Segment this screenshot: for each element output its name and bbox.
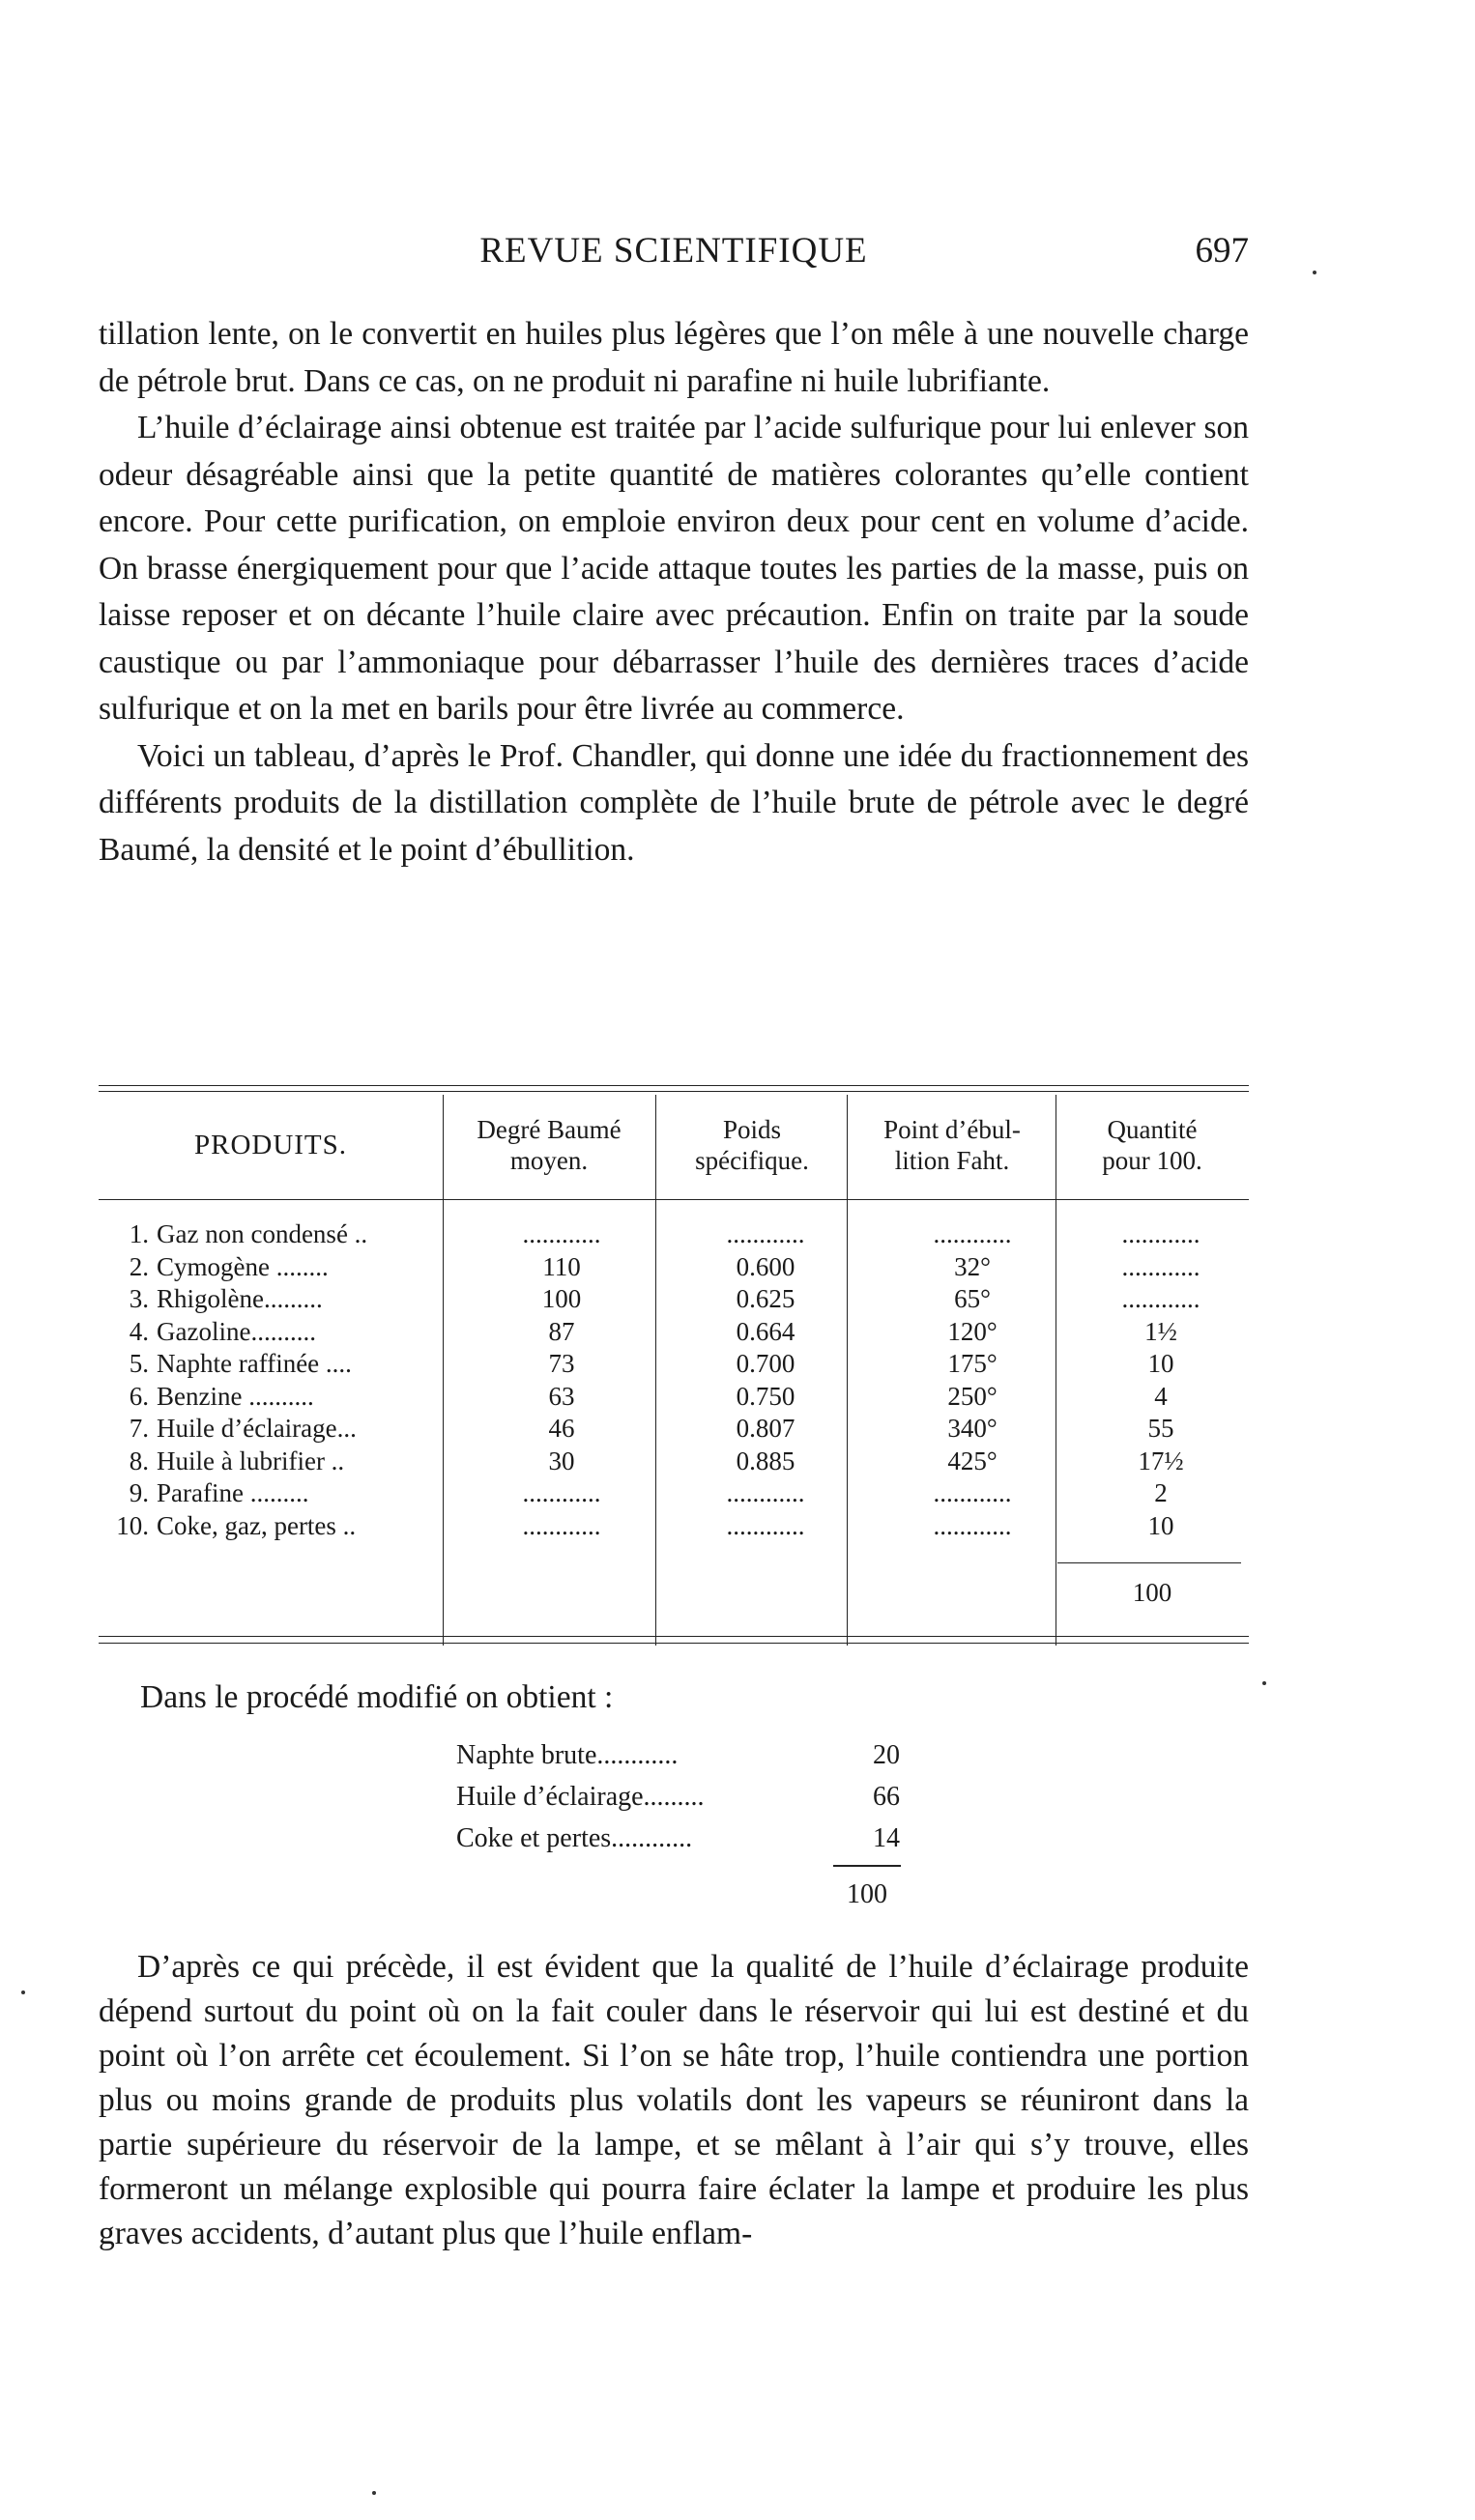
degree-baume: 100: [541, 1284, 582, 1313]
total-rule: [1057, 1562, 1241, 1563]
table-row: [99, 1477, 1249, 1509]
page-header: [99, 230, 1249, 278]
modified-total: 100: [847, 1879, 887, 1909]
specific-weight: 0.600: [736, 1251, 795, 1281]
paragraph: Voici un tableau, d’après le Prof. Chandler, qui donne une idée du fractionnement des différents produits de la distillation complète de l’huile brute de pétrole avec le degré Baumé, la densité et le point d’ébullition.: [99, 737, 1249, 868]
table-row: [99, 1381, 1249, 1413]
product-name: Rhigolène.........: [157, 1284, 323, 1313]
boiling-point: 32°: [954, 1251, 991, 1281]
quantity: ............: [1121, 1219, 1200, 1248]
header-poids-line2: spécifique.: [695, 1146, 809, 1175]
table-total: 100: [1132, 1578, 1172, 1607]
row-number: 5.: [129, 1349, 149, 1378]
boiling-point: 340°: [947, 1414, 998, 1443]
degree-baume: ............: [522, 1219, 601, 1248]
specific-weight: 0.807: [736, 1414, 795, 1443]
quantity: ............: [1121, 1284, 1200, 1313]
product-name: Huile à lubrifier ..: [157, 1446, 345, 1475]
table-top-rule: [99, 1085, 1249, 1086]
product-name: Gazoline..........: [157, 1316, 316, 1346]
specific-weight: ............: [726, 1478, 805, 1507]
degree-baume: 30: [548, 1446, 575, 1475]
header-quantite: [1057, 1114, 1247, 1176]
item-name: Huile d’éclairage.........: [456, 1782, 705, 1812]
row-number: 2.: [129, 1251, 149, 1281]
boiling-point: 175°: [947, 1349, 998, 1378]
product-name: Gaz non condensé ..: [157, 1219, 368, 1248]
product-name: Cymogène ........: [157, 1251, 329, 1281]
row-number: 4.: [129, 1316, 149, 1346]
boiling-point: 425°: [947, 1446, 998, 1475]
header-ebullition: [849, 1114, 1056, 1176]
table-row: [99, 1283, 1249, 1315]
body-text-top: [99, 311, 1249, 873]
item-value: 66: [873, 1782, 900, 1812]
running-title: REVUE SCIENTIFIQUE: [479, 231, 868, 271]
specific-weight: 0.700: [736, 1349, 795, 1378]
quantity: ............: [1121, 1251, 1200, 1281]
quantity: 2: [1154, 1478, 1168, 1507]
header-quant-line2: pour 100.: [1102, 1146, 1202, 1175]
list-item: [456, 1776, 911, 1818]
boiling-point: 250°: [947, 1381, 998, 1411]
modified-list: [456, 1734, 911, 1859]
boiling-point: 120°: [947, 1316, 998, 1346]
product-name: Coke, gaz, pertes ..: [157, 1510, 357, 1540]
modified-intro: Dans le procédé modifié on obtient :: [140, 1679, 614, 1715]
modified-total-rule: [833, 1865, 901, 1867]
scan-speck: [372, 2491, 376, 2495]
header-baume: [445, 1114, 653, 1176]
specific-weight: ............: [726, 1510, 805, 1540]
table-row: [99, 1218, 1249, 1250]
scan-speck: [1262, 1681, 1266, 1685]
table-row: [99, 1316, 1249, 1348]
quantity: 55: [1147, 1414, 1174, 1443]
scan-speck: [1313, 271, 1316, 274]
header-ebul-line1: Point d’ébul-: [883, 1115, 1021, 1144]
header-quant-line1: Quantité: [1107, 1115, 1198, 1144]
header-baume-line2: moyen.: [509, 1146, 589, 1175]
quantity: 4: [1154, 1381, 1168, 1411]
quantity: 10: [1147, 1349, 1174, 1378]
list-item: [456, 1818, 911, 1859]
row-number: 3.: [129, 1284, 149, 1313]
product-name: Benzine ..........: [157, 1381, 314, 1411]
paragraph: D’après ce qui précède, il est évident que la qualité de l’huile d’éclairage produite dépend surtout du point où on la fait couler dans le réservoir qui lui est destiné et du point où l’on arrête cet écoulement. Si l’on se hâte trop, l’huile contiendra une portion plus ou moins grande de produits plus volatils dont les vapeurs se réuniront dans la partie supérieure du réservoir de la lampe, et se mêlant à l’air qui s’y trouve, elles formeront un mélange explosible qui pourra faire éclater la lampe et produire les plus graves accidents, d’autant plus que l’huile enflam-: [99, 1949, 1249, 2251]
row-number: 8.: [129, 1446, 149, 1475]
table-row: [99, 1348, 1249, 1380]
row-number: 6.: [129, 1381, 149, 1411]
table-bottom-rule-2: [99, 1643, 1249, 1644]
item-value: 20: [873, 1740, 900, 1770]
table-row: [99, 1510, 1249, 1542]
table-bottom-rule: [99, 1636, 1249, 1637]
specific-weight: 0.885: [736, 1446, 795, 1475]
row-number: 9.: [129, 1478, 149, 1507]
degree-baume: 87: [548, 1316, 575, 1346]
boiling-point: 65°: [954, 1284, 991, 1313]
degree-baume: ............: [522, 1478, 601, 1507]
body-text-bottom: [99, 1945, 1249, 2256]
paragraph: L’huile d’éclairage ainsi obtenue est traitée par l’acide sulfurique pour lui enlever son odeur désagréable ainsi que la petite quantité de matières colorantes qu’elle contient encore. Pour cette purification, on emploie environ deux pour cent en volume d’acide. On brasse énergiquement pour que l’acide attaque toutes les parties de la masse, puis on laisse reposer et on décante l’huile claire avec précaution. Enfin on traite par la soude caustique ou par l’ammoniaque pour débarrasser l’huile des dernières traces d’acide sulfurique et on la met en barils pour être livrée au commerce.: [99, 410, 1249, 727]
specific-weight: 0.625: [736, 1284, 795, 1313]
table-row: [99, 1446, 1249, 1477]
scan-speck: [21, 1990, 25, 1994]
quantity: 10: [1147, 1510, 1174, 1540]
boiling-point: ............: [933, 1478, 1012, 1507]
table-row: [99, 1413, 1249, 1445]
specific-weight: 0.664: [736, 1316, 795, 1346]
distillation-table: [99, 1085, 1249, 1647]
list-item: [456, 1734, 911, 1776]
product-name: Huile d’éclairage...: [157, 1414, 357, 1443]
degree-baume: 110: [542, 1251, 581, 1281]
boiling-point: ............: [933, 1510, 1012, 1540]
header-produits: PRODUITS.: [193, 1130, 348, 1160]
header-baume-line1: Degré Baumé: [477, 1115, 622, 1144]
specific-weight: 0.750: [736, 1381, 795, 1411]
header-poids-line1: Poids: [722, 1115, 782, 1144]
degree-baume: 46: [548, 1414, 575, 1443]
header-poids: [657, 1114, 847, 1176]
degree-baume: 73: [548, 1349, 575, 1378]
table-top-rule-2: [99, 1091, 1249, 1092]
row-number: 1.: [129, 1219, 149, 1248]
product-name: Parafine .........: [157, 1478, 309, 1507]
row-number: 10.: [116, 1510, 149, 1540]
quantity: 1½: [1144, 1316, 1177, 1346]
boiling-point: ............: [933, 1219, 1012, 1248]
product-name: Naphte raffinée ....: [157, 1349, 352, 1378]
page-number: 697: [1195, 231, 1249, 271]
degree-baume: ............: [522, 1510, 601, 1540]
quantity: 17½: [1138, 1446, 1184, 1475]
specific-weight: ............: [726, 1219, 805, 1248]
paragraph: tillation lente, on le convertit en huiles plus légères que l’on mêle à une nouvelle charge de pétrole brut. Dans ce cas, on ne produit ni parafine ni huile lubrifiante.: [99, 316, 1249, 399]
item-name: Naphte brute............: [456, 1740, 679, 1770]
row-number: 7.: [129, 1414, 149, 1443]
degree-baume: 63: [548, 1381, 575, 1411]
table-row: [99, 1251, 1249, 1283]
header-bottom-rule: [99, 1199, 1249, 1200]
item-name: Coke et pertes............: [456, 1823, 693, 1853]
item-value: 14: [873, 1823, 900, 1853]
header-ebul-line2: lition Faht.: [894, 1146, 1010, 1175]
